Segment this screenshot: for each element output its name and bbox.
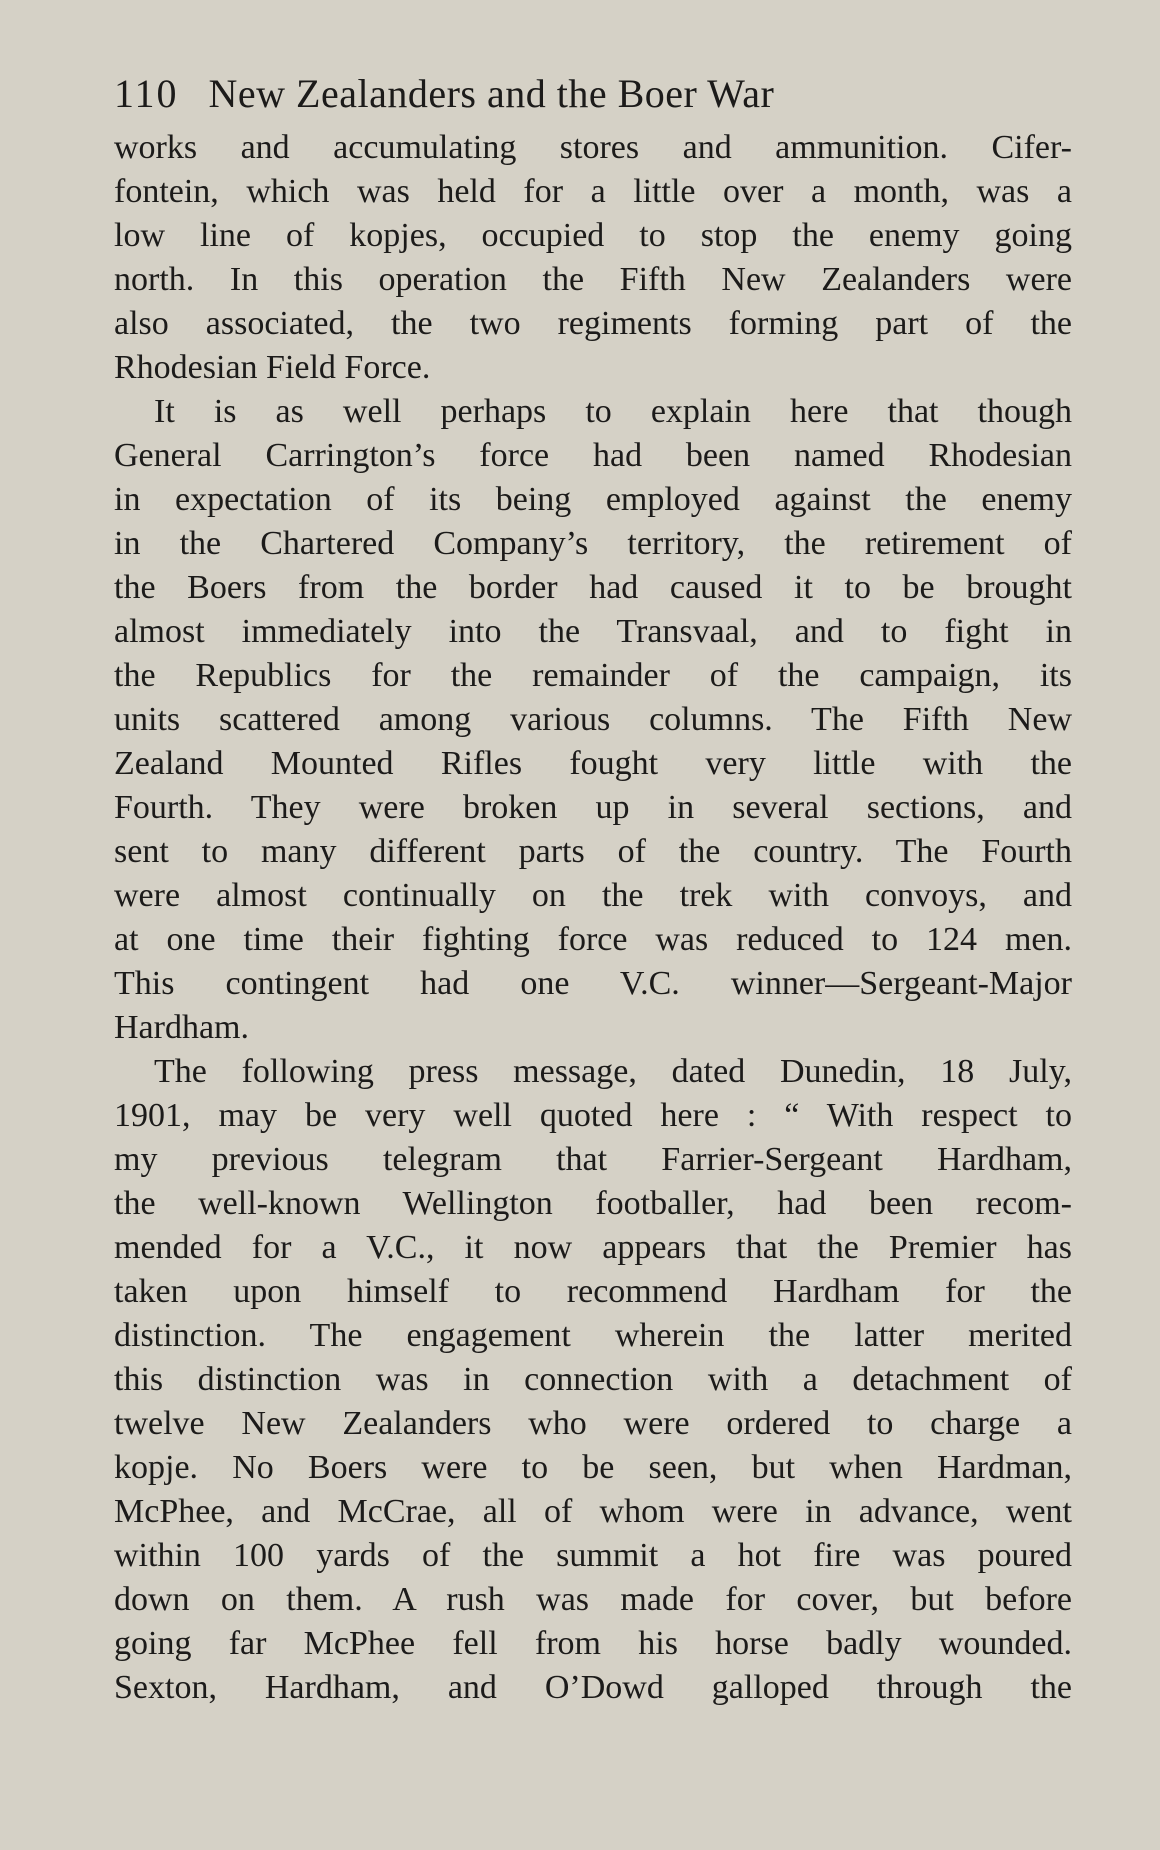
text-line: the well-known Wellington footballer, had been recom- (114, 1185, 1072, 1222)
text-line: in the Chartered Company’s territory, the retirement of (114, 525, 1072, 562)
text-line: were almost continually on the trek with convoys, and (114, 877, 1072, 914)
paragraph (114, 1050, 1072, 1710)
text-line: kopje. No Boers were to be seen, but when Hardman, (114, 1449, 1072, 1486)
text-line: this distinction was in connection with a detachment of (114, 1361, 1072, 1398)
text-line: distinction. The engagement wherein the latter merited (114, 1317, 1072, 1354)
text-line: in expectation of its being employed against the enemy (114, 481, 1072, 518)
running-title: New Zealanders and the Boer War (208, 71, 775, 116)
text-line: going far McPhee fell from his horse badly wounded. (114, 1625, 1072, 1662)
text-line: the Republics for the remainder of the campaign, its (114, 657, 1072, 694)
text-line: units scattered among various columns. The Fifth New (114, 701, 1072, 738)
text-line: down on them. A rush was made for cover, but before (114, 1581, 1072, 1618)
text-line: works and accumulating stores and ammunition. Cifer- (114, 129, 1072, 166)
text-line: the Boers from the border had caused it to be brought (114, 569, 1072, 606)
text-line: taken upon himself to recommend Hardham for the (114, 1273, 1072, 1310)
text-line: This contingent had one V.C. winner—Sergeant-Major (114, 965, 1072, 1002)
text-line: fontein, which was held for a little over a month, was a (114, 173, 1072, 210)
text-line: low line of kopjes, occupied to stop the enemy going (114, 217, 1072, 254)
text-line: Fourth. They were broken up in several sections, and (114, 789, 1072, 826)
text-line: Sexton, Hardham, and O’Dowd galloped through the (114, 1669, 1072, 1706)
text-line: also associated, the two regiments forming part of the (114, 305, 1072, 342)
text-line: 1901, may be very well quoted here : “ With respect to (114, 1097, 1072, 1134)
text-line: It is as well perhaps to explain here that though (154, 393, 1072, 430)
text-line: General Carrington’s force had been named Rhodesian (114, 437, 1072, 474)
paragraph (114, 126, 1072, 390)
text-line: Hardham. (114, 1009, 250, 1046)
text-line: sent to many different parts of the country. The Fourth (114, 833, 1072, 870)
text-line: mended for a V.C., it now appears that the Premier has (114, 1229, 1072, 1266)
text-line: north. In this operation the Fifth New Zealanders were (114, 261, 1072, 298)
text-line: McPhee, and McCrae, all of whom were in advance, went (114, 1493, 1072, 1530)
text-line: Rhodesian Field Force. (114, 349, 431, 386)
text-line: my previous telegram that Farrier-Sergeant Hardham, (114, 1141, 1072, 1178)
text-line: Zealand Mounted Rifles fought very little with the (114, 745, 1072, 782)
text-line: almost immediately into the Transvaal, and to fight in (114, 613, 1072, 650)
page-number: 110 (114, 71, 179, 116)
text-line: twelve New Zealanders who were ordered to charge a (114, 1405, 1072, 1442)
running-header (114, 70, 1072, 118)
text-line: The following press message, dated Dunedin, 18 July, (154, 1053, 1072, 1090)
text-line: within 100 yards of the summit a hot fire was poured (114, 1537, 1072, 1574)
paragraph (114, 390, 1072, 1050)
text-line: at one time their fighting force was reduced to 124 men. (114, 921, 1072, 958)
body-text (114, 126, 1072, 1710)
